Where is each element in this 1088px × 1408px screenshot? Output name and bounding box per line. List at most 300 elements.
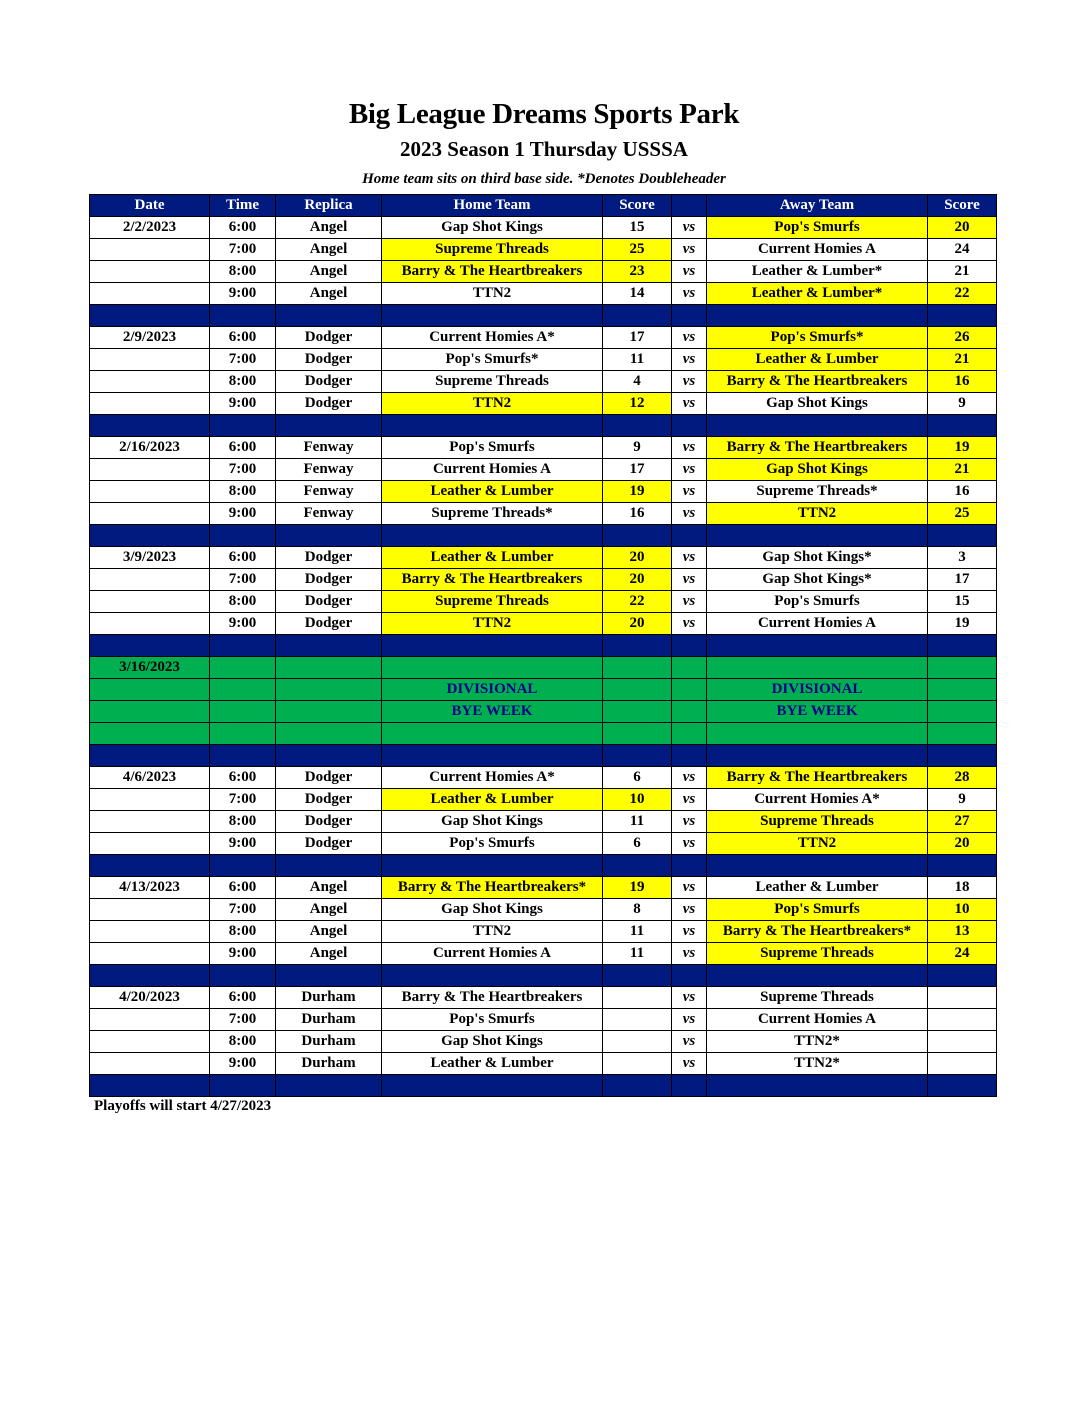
home-team: Barry & The Heartbreakers (382, 261, 603, 283)
home-score: 15 (603, 217, 672, 239)
separator-cell (603, 965, 672, 987)
away-team: TTN2* (707, 1053, 928, 1075)
vs-label: vs (672, 547, 707, 569)
game-time: 9:00 (210, 1053, 276, 1075)
vs-label: vs (672, 877, 707, 899)
week-date (90, 613, 210, 635)
header-away-score: Score (928, 195, 997, 217)
game-time: 6:00 (210, 877, 276, 899)
week-date: 2/2/2023 (90, 217, 210, 239)
separator-cell (276, 305, 382, 327)
bye-week-cell (707, 723, 928, 745)
week-date (90, 899, 210, 921)
week-date: 4/13/2023 (90, 877, 210, 899)
away-team: Barry & The Heartbreakers (707, 767, 928, 789)
away-score: 15 (928, 591, 997, 613)
game-row (90, 503, 997, 525)
game-time: 6:00 (210, 547, 276, 569)
game-row (90, 899, 997, 921)
game-field: Fenway (276, 481, 382, 503)
game-time: 6:00 (210, 987, 276, 1009)
vs-label: vs (672, 833, 707, 855)
home-team: Pop's Smurfs* (382, 349, 603, 371)
game-time: 8:00 (210, 261, 276, 283)
separator-cell (90, 745, 210, 767)
away-team: Supreme Threads (707, 987, 928, 1009)
away-score: 9 (928, 393, 997, 415)
home-team: Gap Shot Kings (382, 811, 603, 833)
separator-cell (707, 965, 928, 987)
away-score (928, 1009, 997, 1031)
separator-cell (672, 635, 707, 657)
schedule-table (89, 194, 997, 1097)
away-team: TTN2 (707, 833, 928, 855)
vs-label: vs (672, 1009, 707, 1031)
game-row (90, 349, 997, 371)
away-score: 21 (928, 349, 997, 371)
home-score (603, 1053, 672, 1075)
separator-cell (210, 305, 276, 327)
vs-label: vs (672, 921, 707, 943)
game-field: Angel (276, 943, 382, 965)
home-score: 20 (603, 569, 672, 591)
separator-cell (928, 305, 997, 327)
home-score: 22 (603, 591, 672, 613)
game-time: 7:00 (210, 239, 276, 261)
week-date (90, 591, 210, 613)
game-row (90, 943, 997, 965)
game-row (90, 283, 997, 305)
away-team: Gap Shot Kings* (707, 547, 928, 569)
separator-cell (672, 855, 707, 877)
separator-cell (90, 1075, 210, 1097)
separator-cell (382, 635, 603, 657)
home-team: Pop's Smurfs (382, 833, 603, 855)
game-row (90, 217, 997, 239)
separator-cell (928, 635, 997, 657)
bye-week-cell (276, 723, 382, 745)
separator-row (90, 855, 997, 877)
home-score: 25 (603, 239, 672, 261)
game-row (90, 371, 997, 393)
vs-label: vs (672, 327, 707, 349)
game-field: Dodger (276, 767, 382, 789)
vs-label: vs (672, 437, 707, 459)
separator-cell (210, 855, 276, 877)
away-score: 3 (928, 547, 997, 569)
separator-row (90, 305, 997, 327)
game-time: 6:00 (210, 767, 276, 789)
game-row (90, 569, 997, 591)
bye-week-cell (672, 723, 707, 745)
game-field: Dodger (276, 833, 382, 855)
game-field: Angel (276, 217, 382, 239)
home-team: Current Homies A* (382, 327, 603, 349)
bye-week-cell (928, 723, 997, 745)
home-team: Barry & The Heartbreakers* (382, 877, 603, 899)
separator-cell (90, 965, 210, 987)
bye-week-cell (90, 723, 210, 745)
week-date (90, 569, 210, 591)
separator-row (90, 1075, 997, 1097)
separator-cell (210, 965, 276, 987)
separator-cell (928, 1075, 997, 1097)
away-score: 16 (928, 371, 997, 393)
separator-cell (210, 635, 276, 657)
separator-cell (603, 745, 672, 767)
away-team: Gap Shot Kings* (707, 569, 928, 591)
home-team: Leather & Lumber (382, 1053, 603, 1075)
schedule-note: Home team sits on third base side. *Denotes Doubleheader (362, 171, 726, 187)
home-score: 8 (603, 899, 672, 921)
home-team: Supreme Threads (382, 371, 603, 393)
away-score (928, 1031, 997, 1053)
vs-label: vs (672, 591, 707, 613)
vs-label: vs (672, 1031, 707, 1053)
vs-label: vs (672, 767, 707, 789)
home-score: 4 (603, 371, 672, 393)
separator-cell (276, 745, 382, 767)
home-score: 10 (603, 789, 672, 811)
away-score (928, 1053, 997, 1075)
week-date: 2/9/2023 (90, 327, 210, 349)
home-team: Current Homies A (382, 459, 603, 481)
away-score: 17 (928, 569, 997, 591)
separator-cell (672, 525, 707, 547)
game-field: Dodger (276, 569, 382, 591)
bye-week-row (90, 679, 997, 701)
separator-cell (603, 635, 672, 657)
week-date: 4/20/2023 (90, 987, 210, 1009)
bye-week-cell (382, 723, 603, 745)
game-row (90, 833, 997, 855)
separator-cell (276, 855, 382, 877)
vs-label: vs (672, 481, 707, 503)
header-date: Date (90, 195, 210, 217)
week-date (90, 811, 210, 833)
header-home-score: Score (603, 195, 672, 217)
away-team: Supreme Threads (707, 811, 928, 833)
away-score: 21 (928, 459, 997, 481)
separator-cell (90, 305, 210, 327)
away-team: TTN2* (707, 1031, 928, 1053)
separator-row (90, 635, 997, 657)
away-team: Supreme Threads (707, 943, 928, 965)
vs-label: vs (672, 217, 707, 239)
week-date (90, 789, 210, 811)
game-field: Fenway (276, 437, 382, 459)
home-score: 19 (603, 481, 672, 503)
vs-label: vs (672, 503, 707, 525)
game-row (90, 393, 997, 415)
game-time: 9:00 (210, 503, 276, 525)
away-team: Barry & The Heartbreakers* (707, 921, 928, 943)
away-team: Leather & Lumber (707, 349, 928, 371)
playoffs-note: Playoffs will start 4/27/2023 (94, 1098, 272, 1114)
vs-label: vs (672, 943, 707, 965)
away-team: Gap Shot Kings (707, 393, 928, 415)
home-score: 11 (603, 811, 672, 833)
away-score: 16 (928, 481, 997, 503)
week-date: 4/6/2023 (90, 767, 210, 789)
away-team: Current Homies A (707, 239, 928, 261)
vs-label: vs (672, 283, 707, 305)
separator-cell (382, 745, 603, 767)
bye-week-cell (707, 657, 928, 679)
header-home-team: Home Team (382, 195, 603, 217)
game-field: Angel (276, 877, 382, 899)
game-time: 6:00 (210, 217, 276, 239)
game-field: Fenway (276, 503, 382, 525)
game-row (90, 789, 997, 811)
week-date (90, 349, 210, 371)
home-team: TTN2 (382, 283, 603, 305)
header-row (90, 195, 997, 217)
week-date (90, 503, 210, 525)
game-time: 9:00 (210, 833, 276, 855)
game-time: 6:00 (210, 327, 276, 349)
vs-label: vs (672, 393, 707, 415)
home-team: TTN2 (382, 393, 603, 415)
game-field: Fenway (276, 459, 382, 481)
bye-week-cell (603, 679, 672, 701)
away-score: 28 (928, 767, 997, 789)
separator-cell (90, 415, 210, 437)
away-team: Supreme Threads* (707, 481, 928, 503)
separator-cell (603, 525, 672, 547)
separator-cell (672, 1075, 707, 1097)
home-team: Leather & Lumber (382, 547, 603, 569)
separator-cell (928, 855, 997, 877)
home-team: Gap Shot Kings (382, 1031, 603, 1053)
game-field: Durham (276, 1053, 382, 1075)
away-score: 13 (928, 921, 997, 943)
away-team: Barry & The Heartbreakers (707, 437, 928, 459)
game-time: 8:00 (210, 371, 276, 393)
home-score: 11 (603, 943, 672, 965)
separator-cell (603, 305, 672, 327)
separator-cell (707, 745, 928, 767)
game-time: 9:00 (210, 943, 276, 965)
away-team: Gap Shot Kings (707, 459, 928, 481)
bye-week-cell (90, 701, 210, 723)
home-score (603, 1031, 672, 1053)
game-field: Dodger (276, 613, 382, 635)
game-row (90, 1009, 997, 1031)
page-subtitle: 2023 Season 1 Thursday USSSA (400, 137, 688, 161)
home-team: Supreme Threads (382, 239, 603, 261)
bye-week-cell (276, 657, 382, 679)
separator-cell (707, 525, 928, 547)
separator-cell (276, 635, 382, 657)
away-score: 18 (928, 877, 997, 899)
away-team: Current Homies A (707, 613, 928, 635)
game-row (90, 437, 997, 459)
separator-cell (928, 745, 997, 767)
header-time: Time (210, 195, 276, 217)
game-row (90, 767, 997, 789)
game-time: 7:00 (210, 569, 276, 591)
home-score: 6 (603, 767, 672, 789)
bye-week-cell (603, 701, 672, 723)
away-score: 27 (928, 811, 997, 833)
away-score: 20 (928, 217, 997, 239)
header-replica: Replica (276, 195, 382, 217)
home-score: 19 (603, 877, 672, 899)
bye-week-cell (603, 657, 672, 679)
away-team: Leather & Lumber* (707, 283, 928, 305)
game-field: Durham (276, 1009, 382, 1031)
separator-cell (90, 855, 210, 877)
vs-label: vs (672, 899, 707, 921)
separator-cell (928, 415, 997, 437)
schedule-body (90, 217, 997, 1097)
game-field: Angel (276, 283, 382, 305)
game-time: 7:00 (210, 459, 276, 481)
away-team: Current Homies A (707, 1009, 928, 1031)
week-date (90, 1053, 210, 1075)
separator-cell (382, 415, 603, 437)
separator-cell (276, 1075, 382, 1097)
away-team: Leather & Lumber* (707, 261, 928, 283)
vs-label: vs (672, 239, 707, 261)
separator-cell (707, 855, 928, 877)
week-date (90, 283, 210, 305)
vs-label: vs (672, 987, 707, 1009)
away-score: 22 (928, 283, 997, 305)
away-score: 20 (928, 833, 997, 855)
game-row (90, 239, 997, 261)
game-time: 8:00 (210, 591, 276, 613)
separator-cell (382, 1075, 603, 1097)
home-team: TTN2 (382, 613, 603, 635)
bye-week-label: BYE WEEK (382, 701, 603, 723)
game-time: 8:00 (210, 481, 276, 503)
week-date (90, 833, 210, 855)
bye-week-cell (672, 679, 707, 701)
home-score: 12 (603, 393, 672, 415)
separator-row (90, 415, 997, 437)
bye-week-label: DIVISIONAL (707, 679, 928, 701)
away-score: 25 (928, 503, 997, 525)
bye-week-label: DIVISIONAL (382, 679, 603, 701)
game-row (90, 261, 997, 283)
game-field: Angel (276, 239, 382, 261)
vs-label: vs (672, 371, 707, 393)
home-team: Barry & The Heartbreakers (382, 987, 603, 1009)
week-date (90, 459, 210, 481)
vs-label: vs (672, 613, 707, 635)
home-team: Leather & Lumber (382, 481, 603, 503)
game-time: 8:00 (210, 1031, 276, 1053)
bye-week-row (90, 657, 997, 679)
vs-label: vs (672, 261, 707, 283)
bye-week-cell (603, 723, 672, 745)
home-team: Current Homies A (382, 943, 603, 965)
home-score: 6 (603, 833, 672, 855)
away-score: 24 (928, 943, 997, 965)
week-date: 3/9/2023 (90, 547, 210, 569)
game-field: Dodger (276, 327, 382, 349)
home-score: 11 (603, 921, 672, 943)
week-date: 3/16/2023 (90, 657, 210, 679)
bye-week-cell (90, 679, 210, 701)
away-score (928, 987, 997, 1009)
away-team: Leather & Lumber (707, 877, 928, 899)
separator-cell (382, 965, 603, 987)
game-field: Dodger (276, 349, 382, 371)
away-team: TTN2 (707, 503, 928, 525)
home-score: 14 (603, 283, 672, 305)
home-score: 23 (603, 261, 672, 283)
home-team: Leather & Lumber (382, 789, 603, 811)
separator-cell (707, 635, 928, 657)
page-title: Big League Dreams Sports Park (348, 98, 740, 130)
bye-week-cell (210, 701, 276, 723)
game-field: Dodger (276, 393, 382, 415)
bye-week-cell (210, 657, 276, 679)
game-time: 7:00 (210, 789, 276, 811)
week-date (90, 921, 210, 943)
game-time: 9:00 (210, 393, 276, 415)
game-row (90, 877, 997, 899)
bye-week-label: BYE WEEK (707, 701, 928, 723)
away-team: Barry & The Heartbreakers (707, 371, 928, 393)
separator-cell (603, 1075, 672, 1097)
game-field: Dodger (276, 591, 382, 613)
away-team: Pop's Smurfs* (707, 327, 928, 349)
week-date (90, 261, 210, 283)
week-date (90, 371, 210, 393)
away-score: 10 (928, 899, 997, 921)
bye-week-row (90, 701, 997, 723)
vs-label: vs (672, 811, 707, 833)
header-vs (672, 195, 707, 217)
home-score: 11 (603, 349, 672, 371)
home-score: 17 (603, 327, 672, 349)
game-row (90, 613, 997, 635)
bye-week-cell (382, 657, 603, 679)
game-field: Angel (276, 899, 382, 921)
bye-week-row (90, 723, 997, 745)
separator-cell (210, 1075, 276, 1097)
game-time: 8:00 (210, 811, 276, 833)
bye-week-cell (672, 701, 707, 723)
header-away-team: Away Team (707, 195, 928, 217)
game-row (90, 481, 997, 503)
game-row (90, 327, 997, 349)
separator-cell (672, 415, 707, 437)
game-row (90, 811, 997, 833)
home-team: Gap Shot Kings (382, 217, 603, 239)
week-date (90, 1031, 210, 1053)
away-team: Pop's Smurfs (707, 899, 928, 921)
game-time: 7:00 (210, 349, 276, 371)
bye-week-cell (928, 701, 997, 723)
separator-cell (672, 745, 707, 767)
home-team: Supreme Threads (382, 591, 603, 613)
week-date (90, 239, 210, 261)
game-row (90, 459, 997, 481)
vs-label: vs (672, 789, 707, 811)
away-team: Pop's Smurfs (707, 591, 928, 613)
home-team: Gap Shot Kings (382, 899, 603, 921)
separator-cell (276, 525, 382, 547)
vs-label: vs (672, 1053, 707, 1075)
home-score: 9 (603, 437, 672, 459)
separator-cell (210, 415, 276, 437)
game-time: 9:00 (210, 283, 276, 305)
